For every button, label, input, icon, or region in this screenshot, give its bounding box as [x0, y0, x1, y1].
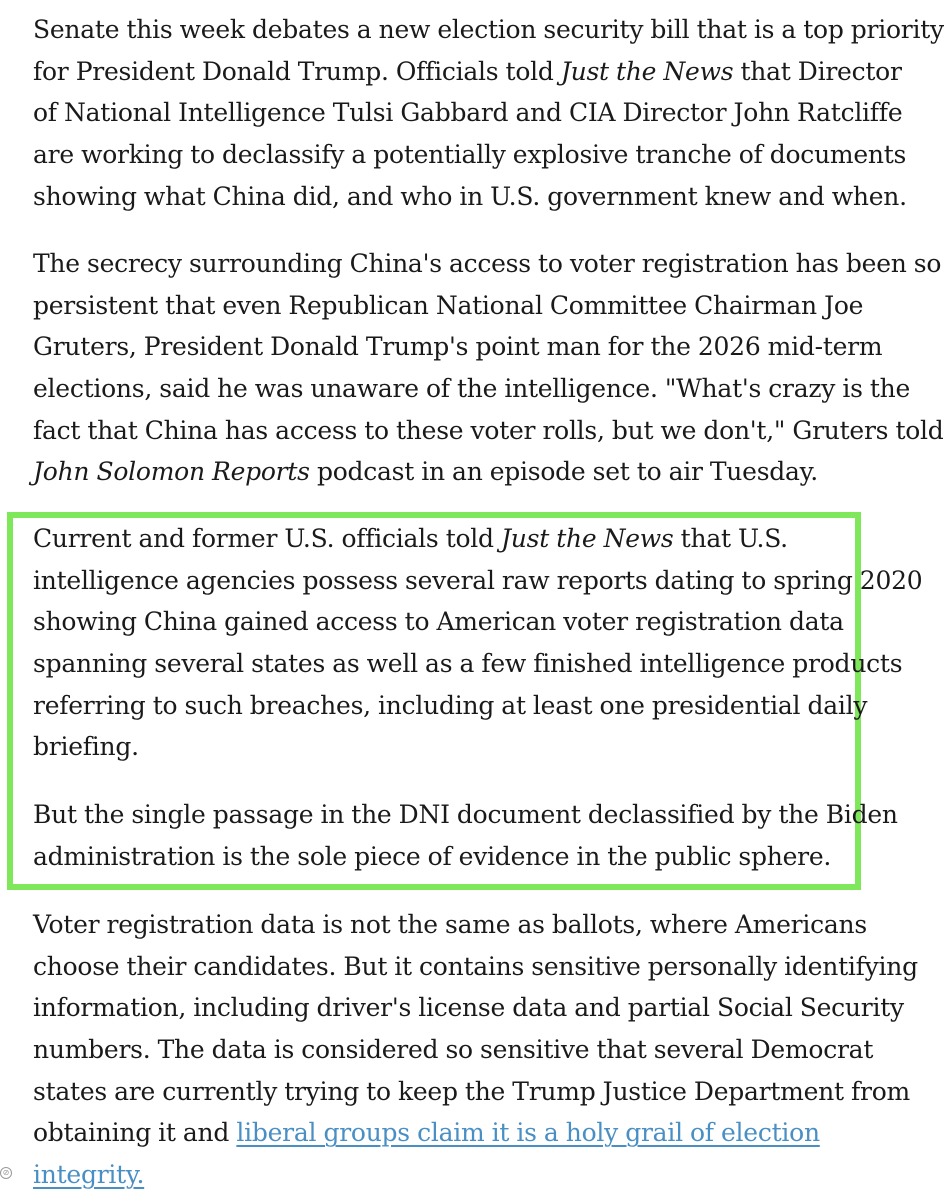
circled-slash-icon: ⊘ [0, 1167, 12, 1179]
text-line: Senate this week debates a new election security bill that is a top priority [33, 15, 944, 44]
text-line: choose their candidates. But it contains sensitive personally identifying [33, 951, 918, 981]
paragraph-gruters-quote [33, 243, 944, 493]
text-line [33, 51, 944, 93]
text-line: of National Intelligence Tulsi Gabbard and CIA Director John Ratcliffe [33, 98, 903, 128]
text-line: elections, said he was unaware of the intelligence. "What's crazy is the [33, 374, 911, 404]
paragraph-election-bill [33, 9, 944, 217]
text-segment: Current and former U.S. officials told [33, 524, 501, 553]
text-line: showing China gained access to American voter registration data [33, 607, 844, 637]
text-line [33, 1112, 918, 1154]
text-line: fact that China has access to these voter rolls, but we don't," Gruters told [33, 415, 944, 445]
liberal-groups-link[interactable]: liberal groups claim it is a holy grail of election [236, 1118, 820, 1148]
text-line: numbers. The data is considered so sensitive that several Democrat [33, 1035, 874, 1065]
text-line: states are currently trying to keep the Trump Justice Department from [33, 1076, 910, 1106]
text-line: information, including driver's license data and partial Social Security [33, 993, 904, 1023]
text-segment: that U.S. [673, 524, 788, 553]
text-line: The secrecy surrounding China's access to voter registration has been so [33, 249, 942, 278]
publication-name: Just the News [560, 56, 734, 86]
text-line: showing what China did, and who in U.S. government knew and when. [33, 181, 907, 211]
text-line: administration is the sole piece of evidence in the public sphere. [33, 841, 832, 871]
text-line: referring to such breaches, including at least one presidential daily [33, 690, 868, 720]
text-line: Gruters, President Donald Trump's point man for the 2026 mid-term [33, 332, 883, 362]
text-line: briefing. [33, 732, 139, 762]
text-line [33, 451, 944, 493]
liberal-groups-link-continued[interactable]: integrity. [33, 1160, 145, 1190]
text-line: are working to declassify a potentially explosive tranche of documents [33, 140, 907, 170]
text-line [33, 518, 922, 560]
text-line: spanning several states as well as a few finished intelligence products [33, 649, 903, 679]
paragraph-voter-data [33, 904, 918, 1196]
text-line: But the single passage in the DNI document declassified by the Biden [33, 800, 898, 829]
paragraph-dni-document [33, 794, 898, 877]
podcast-name: John Solomon Reports [33, 457, 310, 487]
text-line [33, 1154, 918, 1196]
text-segment: that Director [733, 56, 902, 86]
text-line: Voter registration data is not the same as ballots, where Americans [33, 910, 867, 939]
publication-name: Just the News [501, 524, 674, 553]
text-line: intelligence agencies possess several raw reports dating to spring 2020 [33, 565, 923, 595]
text-segment: obtaining it and [33, 1118, 237, 1148]
text-segment: podcast in an episode set to air Tuesday. [309, 457, 818, 487]
text-line: persistent that even Republican National Committee Chairman Joe [33, 290, 864, 320]
text-segment: for President Donald Trump. Officials told [33, 56, 561, 86]
paragraph-intelligence-reports [33, 518, 922, 768]
